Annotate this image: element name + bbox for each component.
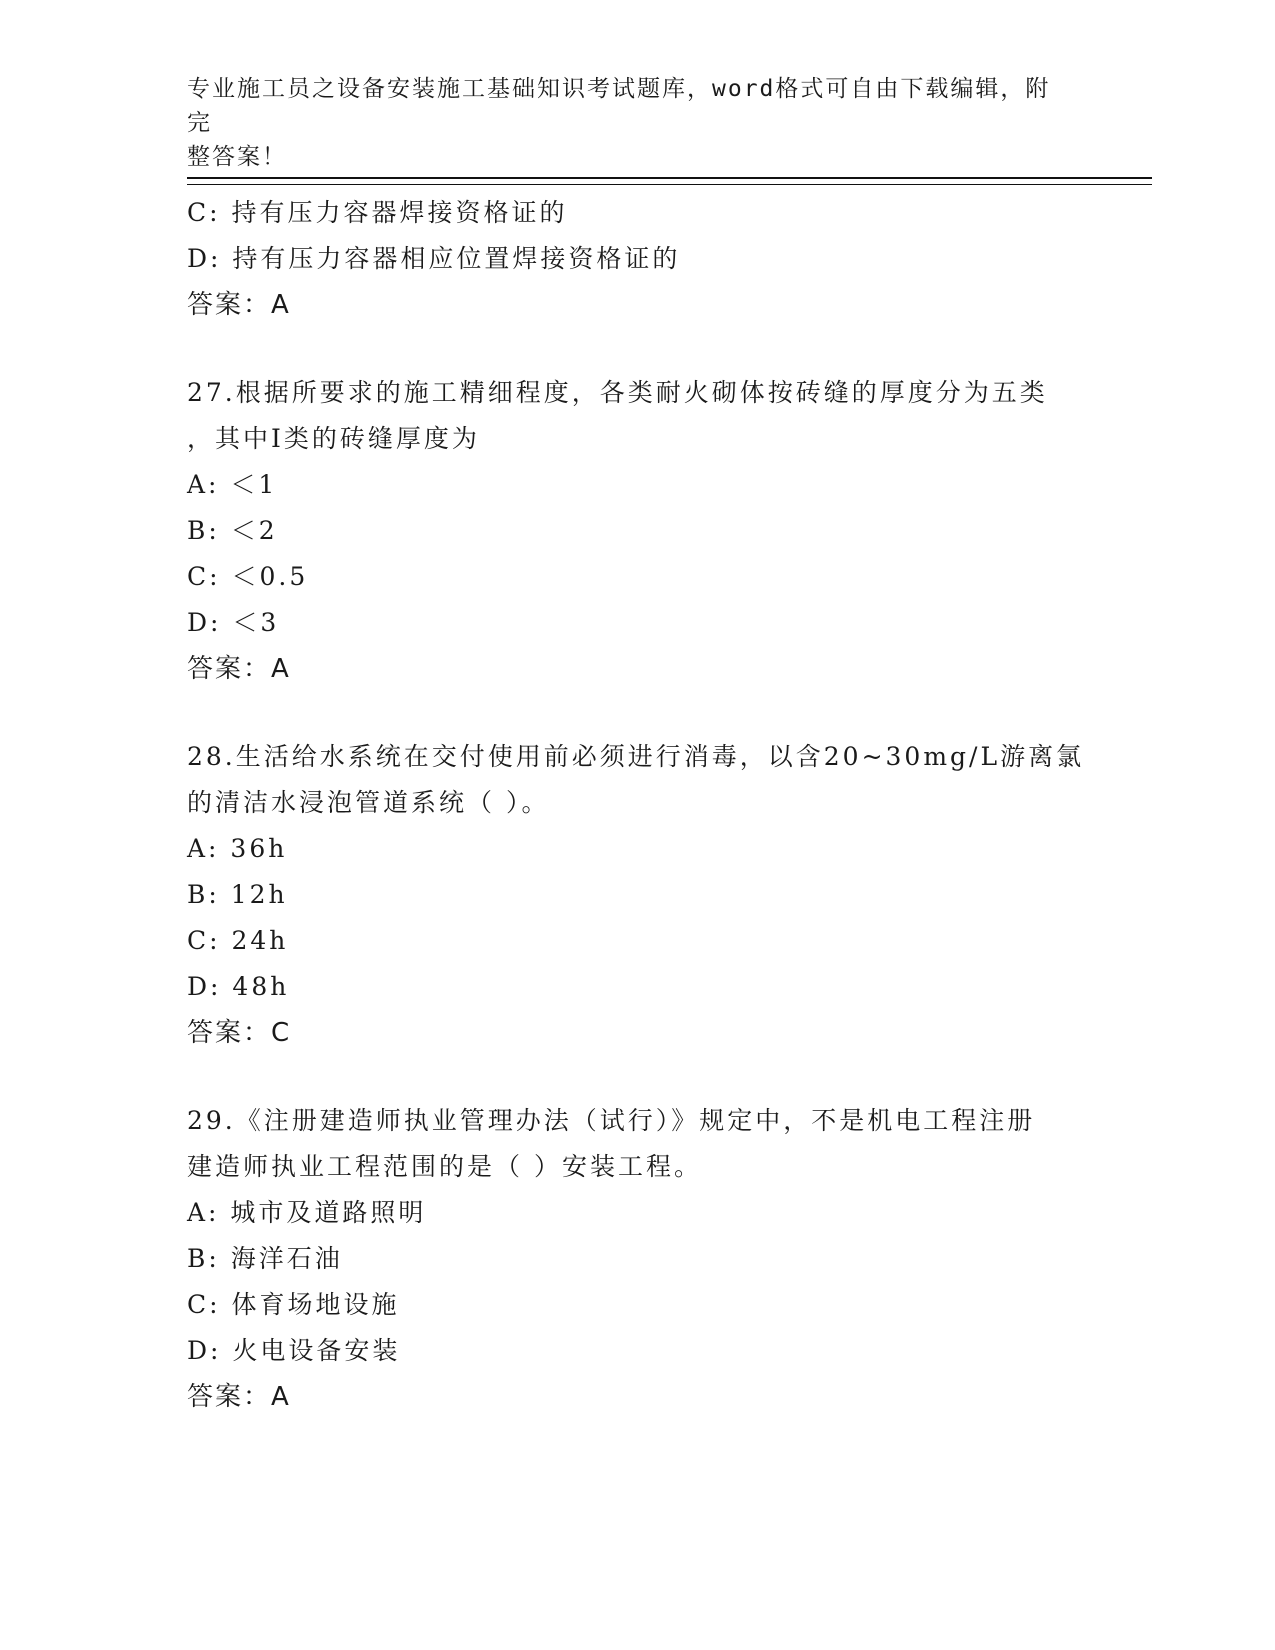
question-27 <box>187 370 1087 692</box>
option-a: A: 城市及道路照明 <box>187 1198 427 1227</box>
answer-line: 答案：C <box>187 1018 292 1048</box>
question-29 <box>187 1098 1087 1420</box>
header-divider-thin <box>187 184 1152 185</box>
question-26-tail <box>187 190 1087 328</box>
answer-line: 答案：A <box>187 1382 291 1412</box>
question-stem: 27.根据所要求的施工精细程度，各类耐火砌体按砖缝的厚度分为五类 <box>187 378 1048 407</box>
option-a: A: 36h <box>187 834 288 863</box>
option-b: B: ＜2 <box>187 516 278 545</box>
header-line-2: 整答案！ <box>187 144 287 170</box>
question-stem-cont: ，其中Ⅰ类的砖缝厚度为 <box>187 424 480 453</box>
question-stem: 28.生活给水系统在交付使用前必须进行消毒，以含20~30mg/L游离氯 <box>187 742 1085 771</box>
option-d: D: 火电设备安装 <box>187 1336 401 1365</box>
option-c: C: ＜0.5 <box>187 562 309 591</box>
option-a: A: ＜1 <box>187 470 278 499</box>
document-header <box>187 72 1067 174</box>
question-stem-cont: 建造师执业工程范围的是（ ）安装工程。 <box>187 1152 702 1181</box>
document-body <box>187 190 1087 1420</box>
question-28 <box>187 734 1087 1056</box>
answer-line: 答案：A <box>187 654 291 684</box>
option-b: B: 12h <box>187 880 288 909</box>
option-c: C: 持有压力容器焊接资格证的 <box>187 198 568 227</box>
option-c: C: 24h <box>187 926 289 955</box>
option-d: D: 持有压力容器相应位置焊接资格证的 <box>187 244 681 273</box>
option-c: C: 体育场地设施 <box>187 1290 400 1319</box>
answer-line: 答案：A <box>187 290 291 320</box>
question-stem: 29.《注册建造师执业管理办法（试行）》规定中，不是机电工程注册 <box>187 1106 1036 1135</box>
option-b: B: 海洋石油 <box>187 1244 343 1273</box>
option-d: D: 48h <box>187 972 290 1001</box>
header-divider <box>187 177 1152 179</box>
option-d: D: ＜3 <box>187 608 280 637</box>
question-stem-cont: 的清洁水浸泡管道系统（ ）。 <box>187 788 550 817</box>
header-line-1: 专业施工员之设备安装施工基础知识考试题库，word格式可自由下载编辑，附完 <box>187 76 1051 136</box>
